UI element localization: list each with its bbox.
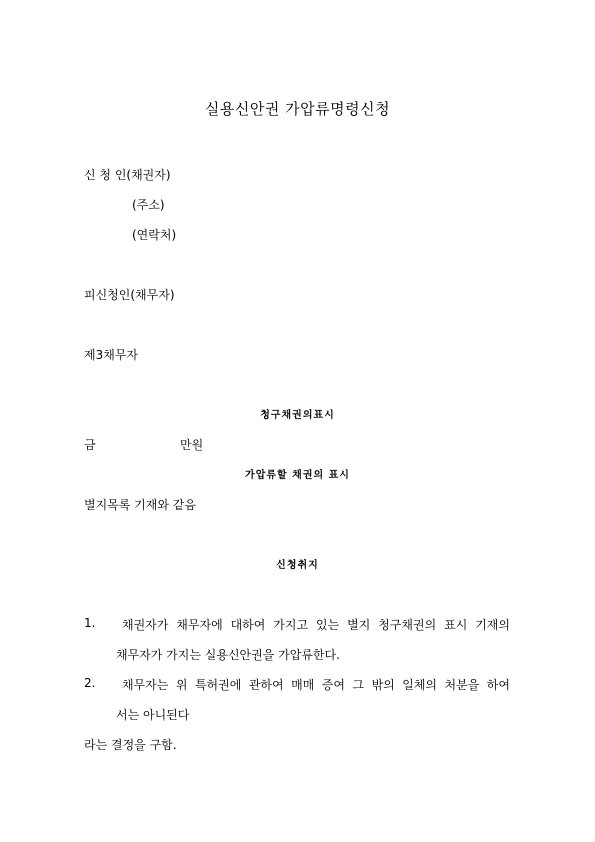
item-line: 서는 아니된다 [116, 708, 190, 722]
applicant-label: 신 청 인(채권자) [84, 168, 171, 182]
contact-label: (연락처) [132, 228, 177, 242]
item-number: 1. [84, 616, 96, 630]
item-line: 채무자는 위 특허권에 관하여 매매 증여 그 밖의 일체의 처분을 하여 [122, 678, 510, 692]
address-label: (주소) [132, 198, 165, 212]
amount-unit: 만원 [180, 438, 204, 452]
claim-heading: 청구채권의표시 [260, 410, 335, 421]
seizure-heading: 가압류할 채권의 표시 [245, 470, 350, 481]
seizure-text: 별지목록 기재와 같음 [84, 498, 196, 512]
closing-text: 라는 결정을 구함. [84, 738, 177, 752]
purpose-heading: 신청취지 [276, 560, 319, 571]
respondent-label: 피신청인(채무자) [84, 288, 175, 302]
amount-prefix: 금 [84, 438, 96, 452]
item-number: 2. [84, 676, 96, 690]
third-debtor-label: 제3채무자 [84, 348, 139, 362]
item-line: 채무자가 가지는 실용신안권을 가압류한다. [116, 648, 340, 662]
document-title: 실용신안권 가압류명령신청 [204, 100, 391, 118]
item-line: 채권자가 채무자에 대하여 가지고 있는 별지 청구채권의 표시 기재의 [122, 618, 510, 632]
